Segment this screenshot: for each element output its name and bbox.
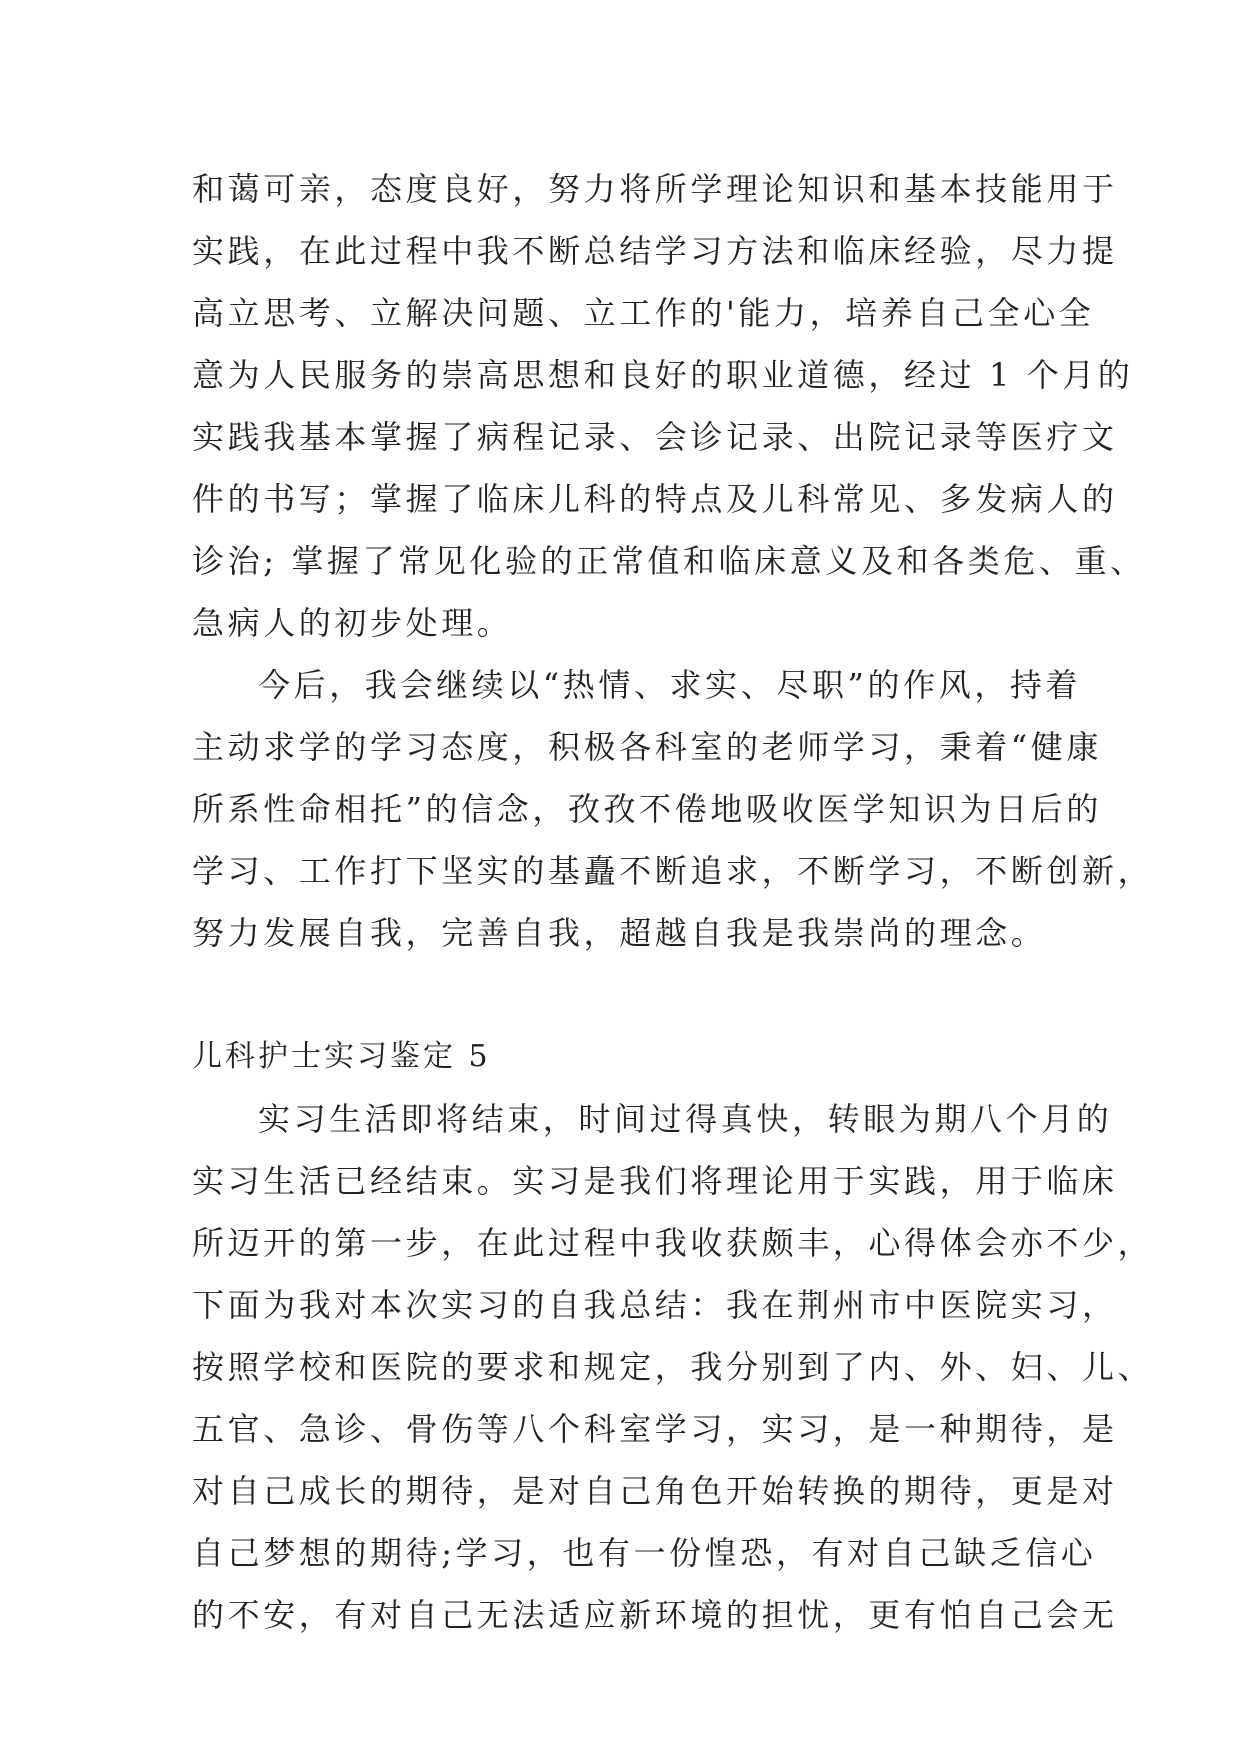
- text-line: 和蔼可亲，态度良好，努力将所学理论知识和基本技能用于: [192, 170, 1118, 208]
- text-line: 诊治; 掌握了常见化验的正常值和临床意义及和各类危、重、: [192, 542, 1146, 580]
- paragraph-2: [192, 654, 1154, 964]
- text-line: 按照学校和医院的要求和规定，我分别到了内、外、妇、儿、: [192, 1348, 1154, 1386]
- text-line-indented: 实习生活即将结束，时间过得真快，转眼为期八个月的: [258, 1100, 1113, 1138]
- text-line: 意为人民服务的崇高思想和良好的职业道德，经过 1 个月的: [192, 356, 1134, 394]
- paragraph-3: [192, 1088, 1154, 1646]
- section-heading: 儿科护士实习鉴定 5: [192, 1039, 491, 1074]
- text-line: 高立思考、立解决问题、立工作的'能力，培养自己全心全: [192, 294, 1095, 332]
- text-line: 所系性命相托”的信念，孜孜不倦地吸收医学知识为日后的: [192, 790, 1102, 828]
- text-line: 主动求学的学习态度，积极各科室的老师学习，秉着“健康: [192, 728, 1102, 766]
- text-line: 下面为我对本次实习的自我总结：我在荆州市中医院实习，: [192, 1286, 1118, 1324]
- paragraph-1: [192, 158, 1146, 654]
- section-gap: [192, 964, 1052, 1026]
- text-line: 的不安，有对自己无法适应新环境的担忧，更有怕自己会无: [192, 1596, 1118, 1634]
- text-line: 件的书写；掌握了临床儿科的特点及儿科常见、多发病人的: [192, 480, 1118, 518]
- document-body: [192, 158, 1154, 1646]
- text-line: 急病人的初步处理。: [192, 604, 513, 642]
- text-line: 自己梦想的期待;学习，也有一份惶恐，有对自己缺乏信心: [192, 1534, 1097, 1572]
- text-line: 五官、急诊、骨伤等八个科室学习，实习，是一种期待，是: [192, 1410, 1118, 1448]
- text-line: 学习、工作打下坚实的基矗不断追求，不断学习，不断创新，: [192, 852, 1154, 890]
- text-line: 实践我基本掌握了病程记录、会诊记录、出院记录等医疗文: [192, 418, 1118, 456]
- text-line: 所迈开的第一步，在此过程中我收获颇丰，心得体会亦不少，: [192, 1224, 1154, 1262]
- text-line: 努力发展自我，完善自我，超越自我是我崇尚的理念。: [192, 914, 1047, 952]
- text-line: 实习生活已经结束。实习是我们将理论用于实践，用于临床: [192, 1162, 1118, 1200]
- text-line: 对自己成长的期待，是对自己角色开始转换的期待，更是对: [192, 1472, 1118, 1510]
- text-line-indented: 今后，我会继续以“热情、求实、尽职”的作风，持着: [258, 666, 1082, 704]
- text-line: 实践，在此过程中我不断总结学习方法和临床经验，尽力提: [192, 232, 1118, 270]
